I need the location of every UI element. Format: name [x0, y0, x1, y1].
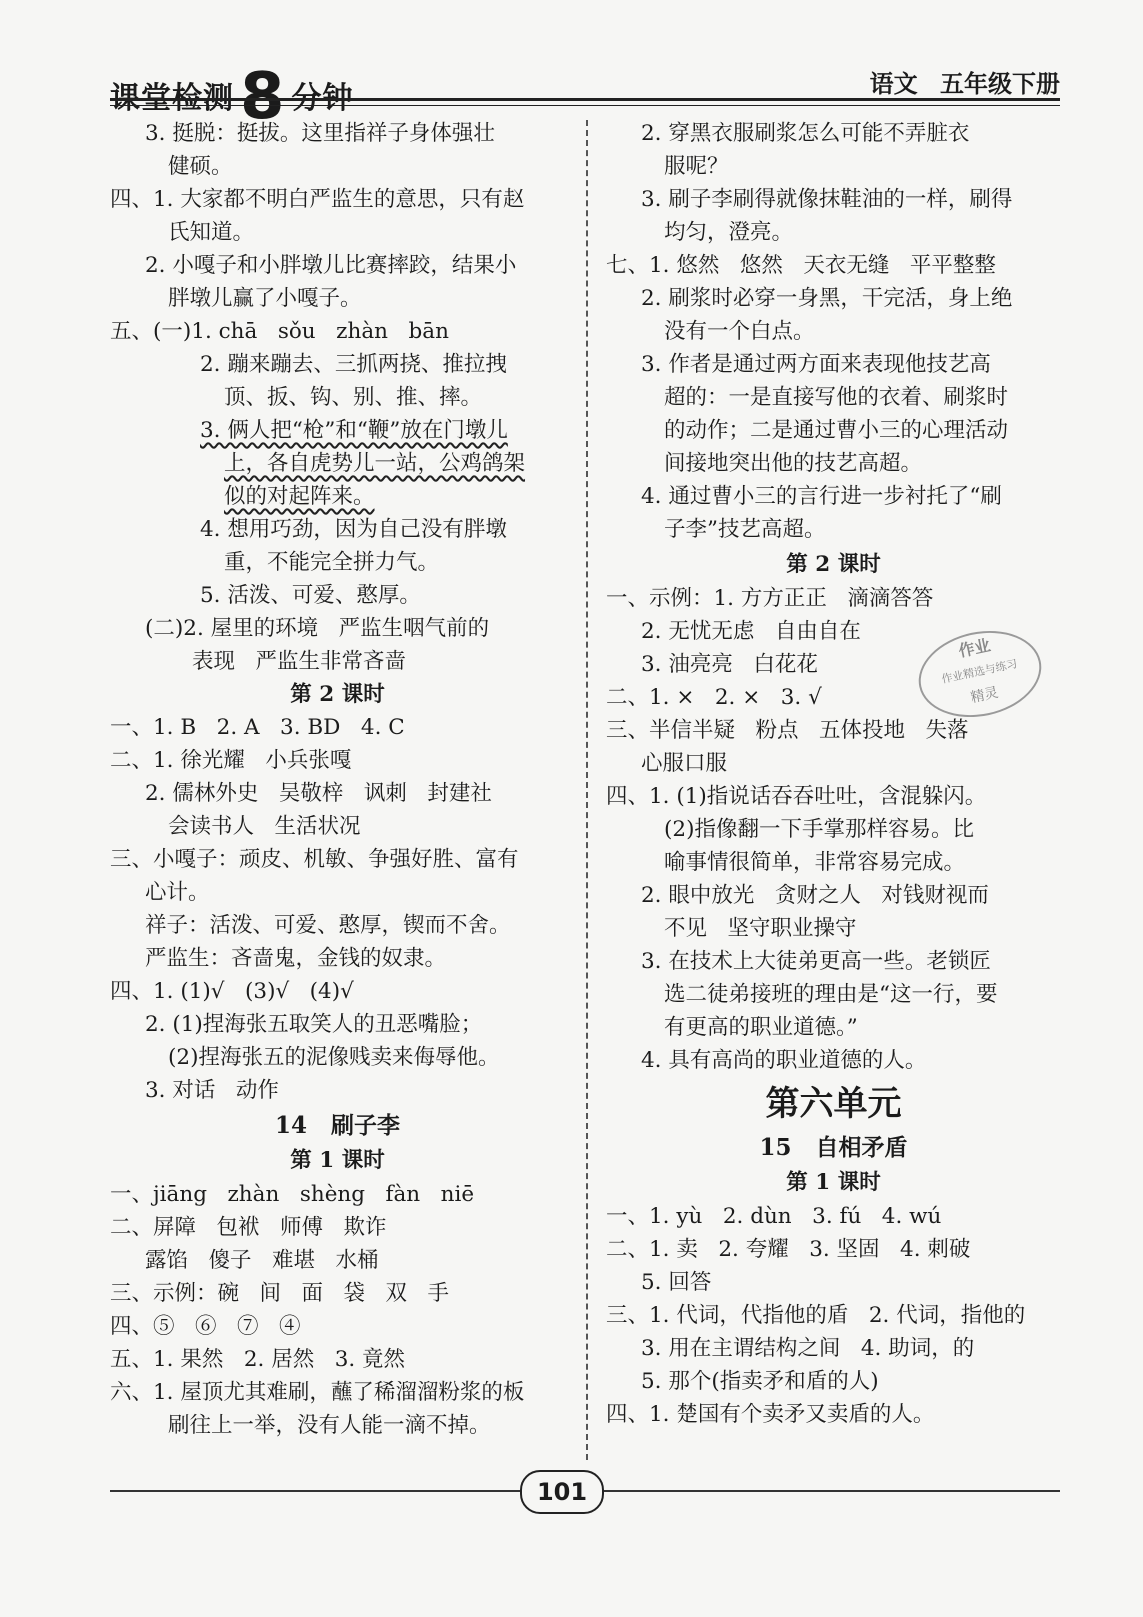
answer-line: 2. 眼中放光 贪财之人 对钱财视而 [641, 883, 989, 908]
answer-line: 三、示例：碗 间 面 袋 双 手 [110, 1281, 450, 1306]
answer-line: 选二徒弟接班的理由是“这一行，要 [664, 982, 998, 1007]
answer-line: 2. 儒林外史 吴敬梓 讽刺 封建社 [145, 781, 492, 806]
answer-line: 二、1. × 2. × 3. √ [606, 685, 822, 710]
stamp-text: 作业 [956, 635, 993, 661]
answer-line: 5. 那个(指卖矛和盾的人) [641, 1369, 879, 1394]
answer-line: 3. 刷子李刷得就像抹鞋油的一样，刷得 [641, 187, 1013, 212]
answer-line: 五、1. 果然 2. 居然 3. 竟然 [110, 1347, 406, 1372]
answer-line: 六、1. 屋顶尤其难刷，蘸了稀溜溜粉浆的板 [110, 1380, 525, 1405]
answer-line: 健硕。 [168, 154, 233, 179]
answer-line: 严监生：吝啬鬼，金钱的奴隶。 [145, 946, 447, 971]
answer-line: 2. 穿黑衣服刷浆怎么可能不弄脏衣 [641, 121, 970, 146]
answer-line: 一、jiāng zhàn shèng fàn niē [110, 1182, 475, 1207]
answer-line: 二、屏障 包袱 师傅 欺诈 [110, 1215, 387, 1240]
answer-line: 四、1. (1)√ (3)√ (4)√ [110, 979, 354, 1004]
answer-line: 五、(一)1. chā sǒu zhàn bān [110, 319, 449, 344]
answer-line: 四、1. 大家都不明白严监生的意思，只有赵 [110, 187, 525, 212]
answer-line: 子李”技艺高超。 [664, 517, 826, 542]
answer-line: 2. 蹦来蹦去、三抓两挠、推拉拽 [200, 352, 507, 377]
answer-line: 5. 活泼、可爱、憨厚。 [200, 583, 421, 608]
answer-line: 3. 挺脱：挺拔。这里指祥子身体强壮 [145, 121, 495, 146]
lesson-title: 14 刷子李 [274, 1112, 401, 1139]
stamp-text: 精灵 [969, 684, 1000, 707]
section-heading: 第 1 课时 [290, 1148, 385, 1173]
subject-grade: 语文 五年级下册 [869, 70, 1060, 98]
answer-line: 表现 严监生非常吝啬 [192, 649, 407, 674]
answer-line: 胖墩儿赢了小嘎子。 [168, 286, 362, 311]
answer-line: 四、1. (1)指说话吞吞吐吐，含混躲闪。 [606, 784, 987, 809]
answer-line: 有更高的职业道德。” [664, 1015, 858, 1040]
column-divider [586, 120, 588, 1460]
brand-eight: 8 [240, 60, 286, 134]
header-rule [110, 98, 1060, 106]
answer-line: (2)指像翻一下手掌那样容易。比 [664, 817, 974, 842]
answer-line: 四、⑤ ⑥ ⑦ ④ [110, 1314, 301, 1339]
answer-line: 四、1. 楚国有个卖矛又卖盾的人。 [606, 1402, 935, 1427]
answer-line: 3. 在技术上大徒弟更高一些。老锁匠 [641, 949, 991, 974]
book-brand [110, 50, 354, 134]
answer-line: 4. 具有高尚的职业道德的人。 [641, 1048, 927, 1073]
answer-line: 5. 回答 [641, 1270, 712, 1295]
answer-line: 会读书人 生活状况 [168, 814, 361, 839]
answer-line: 喻事情很简单，非常容易完成。 [664, 850, 966, 875]
answer-line: 4. 想用巧劲，因为自己没有胖墩 [200, 517, 507, 542]
answer-line: 二、1. 卖 2. 夸耀 3. 坚固 4. 刺破 [606, 1237, 971, 1262]
answer-line: 心计。 [145, 880, 210, 905]
answer-line: 2. 小嘎子和小胖墩儿比赛摔跤，结果小 [145, 253, 517, 278]
section-heading: 第 2 课时 [290, 682, 385, 707]
answer-line: 三、小嘎子：顽皮、机敏、争强好胜、富有 [110, 847, 519, 872]
answer-line: 上，各自虎势儿一站，公鸡鸽架 [224, 451, 526, 476]
watermark-stamp [911, 620, 1050, 728]
answer-line: 2. 无忧无虑 自由自在 [641, 619, 861, 644]
answer-line: 3. 对话 动作 [145, 1078, 279, 1103]
answer-line: (2)捏海张五的泥像贱卖来侮辱他。 [168, 1045, 500, 1070]
answer-line: 一、1. yù 2. dùn 3. fú 4. wú [606, 1204, 942, 1229]
answer-line: 一、1. B 2. A 3. BD 4. C [110, 715, 405, 740]
stamp-text: 作业精选与练习 [940, 657, 1019, 686]
answer-line: 的动作；二是通过曹小三的心理活动 [664, 418, 1009, 443]
answer-line: (二)2. 屋里的环境 严监生咽气前的 [145, 616, 490, 641]
answer-line: 3. 油亮亮 白花花 [641, 652, 818, 677]
answer-line: 心服口服 [641, 751, 728, 776]
answer-line: 3. 作者是通过两方面来表现他技艺高 [641, 352, 991, 377]
answer-line: 均匀，澄亮。 [664, 220, 794, 245]
answer-line: 七、1. 悠然 悠然 天衣无缝 平平整整 [606, 253, 996, 278]
answer-line: 刷往上一举，没有人能一滴不掉。 [168, 1413, 491, 1438]
answer-line: 不见 坚守职业操守 [664, 916, 857, 941]
answer-line: 超的：一是直接写他的衣着、刷浆时 [664, 385, 1009, 410]
page-number: 101 [520, 1470, 604, 1514]
answer-line: 似的对起阵来。 [224, 484, 375, 509]
answer-line: 4. 通过曹小三的言行进一步衬托了“刷 [641, 484, 1002, 509]
answer-line: 氏知道。 [168, 220, 255, 245]
unit-title: 第六单元 [765, 1084, 902, 1124]
answer-line: 三、半信半疑 粉点 五体投地 失落 [606, 718, 969, 743]
answer-line: 3. 用在主谓结构之间 4. 助词，的 [641, 1336, 975, 1361]
answer-line: 3. 俩人把“枪”和“鞭”放在门墩儿 [200, 418, 508, 443]
answer-line: 2. 刷浆时必穿一身黑，干完活，身上绝 [641, 286, 1013, 311]
brand-prefix: 课堂检测 [110, 81, 234, 116]
answer-line: 一、示例：1. 方方正正 滴滴答答 [606, 586, 934, 611]
answer-line: 祥子：活泼、可爱、憨厚，锲而不舍。 [145, 913, 511, 938]
answer-line: 露馅 傻子 难堪 水桶 [145, 1248, 379, 1273]
answer-line: 重，不能完全拼力气。 [224, 550, 440, 575]
answer-line: 2. (1)捏海张五取笑人的丑恶嘴脸； [145, 1012, 483, 1037]
answer-line: 没有一个白点。 [664, 319, 815, 344]
answer-line: 二、1. 徐光耀 小兵张嘎 [110, 748, 352, 773]
section-heading: 第 1 课时 [786, 1170, 881, 1195]
lesson-title: 15 自相矛盾 [759, 1134, 908, 1161]
answer-line: 间接地突出他的技艺高超。 [664, 451, 923, 476]
section-heading: 第 2 课时 [786, 552, 881, 577]
answer-line: 顶、扳、钩、别、推、摔。 [224, 385, 483, 410]
answer-line: 三、1. 代词，代指他的盾 2. 代词，指他的 [606, 1303, 1026, 1328]
answer-line: 服呢？ [664, 154, 729, 179]
brand-suffix: 分钟 [291, 81, 354, 116]
